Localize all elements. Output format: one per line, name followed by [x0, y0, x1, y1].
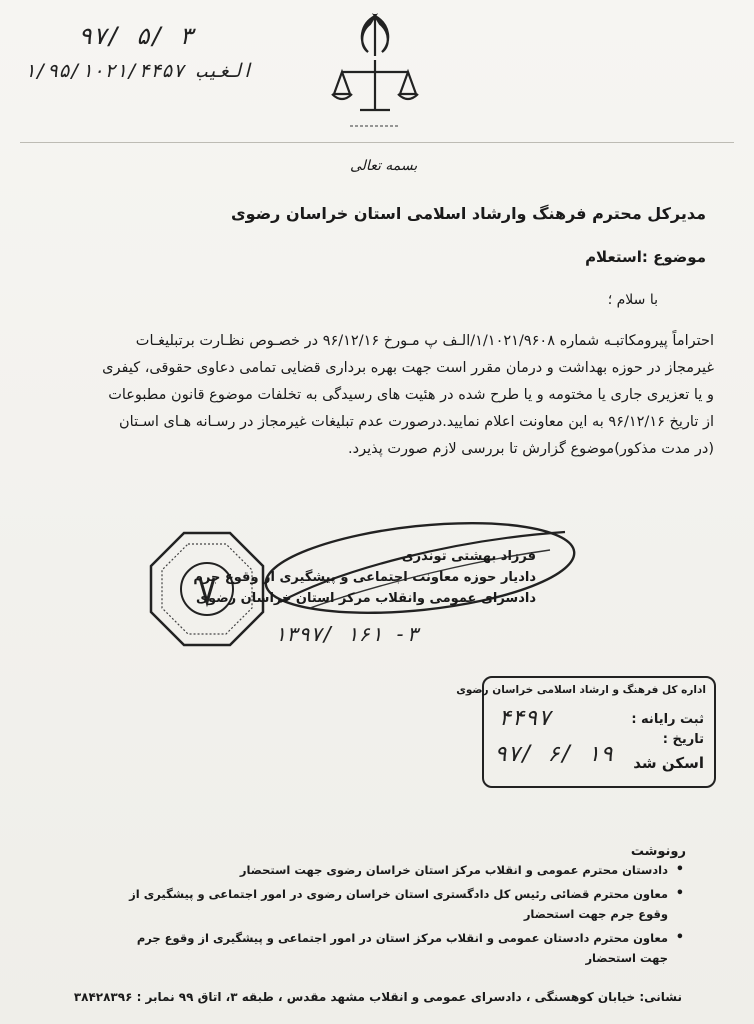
cc-item: • دادستان محترم عمومی و انقلاب مرکز استان خراسان رضوی جهت استحضار [108, 860, 668, 880]
registration-stamp [456, 676, 716, 788]
footer-address: نشانی: خیابان کوهسنگی ، دادسرای عمومی و انقلاب مشهد مقدس ، طبقه ۳، اتاق ۹۹ نمابر : ۳۸۴۲۸۳۹۶ [73, 990, 682, 1004]
signatory-office: دادسرای عمومی وانقلاب مرکز استان خراسان رضوی [196, 591, 536, 606]
body-line: از تاریخ ۹۶/۱۲/۱۶ به این معاونت اعلام نمایید.درصورت عدم تبلیغات غیرمجاز در رسـانه هـای اسـتان [119, 414, 714, 430]
handwritten-date: ۹۷/ ۵/ ۳ [78, 22, 194, 50]
body-line: و یا تعزیری جاری یا مختومه و یا طرح شده در هئیت های رسیدگی به تخلفات موضوع قانون مطبوعات [108, 387, 714, 403]
subject: موضوع :استعلام [585, 248, 706, 266]
signatory-title: دادیار حوزه معاونت اجتماعی و پیشگیری از وقوع جرم [193, 570, 536, 585]
body-line: (در مدت مذکور)موضوع گزارش تا بررسی لازم صورت پذیرد. [348, 441, 714, 457]
handwritten-reference: ۱/۹۵/۱۰۲۱/۴۴۵۷ الغيب [24, 60, 253, 82]
basmala: بسمه تعالی [350, 158, 418, 174]
recipient: مدیرکل محترم فرهنگ وارشاد اسلامی استان خراسان رضوی [231, 204, 706, 223]
cc-item: • معاون محترم قضائی رئیس کل دادگستری استان خراسان رضوی در امور اجتماعی و پیشگیری از وقوع جرم جهت استحضار [108, 884, 668, 924]
cc-title: رونوشت [630, 844, 686, 859]
cc-item: • معاون محترم دادستان عمومی و انقلاب مرکز استان در امور اجتماعی و پیشگیری از وقوع جرم جهت استحضار [108, 928, 668, 968]
cc-list [108, 860, 686, 972]
registration-org: اداره کل فرهنگ و ارشاد اسلامی خراسان رضوی [456, 684, 706, 696]
body-line: غیرمجاز در حوزه بهداشت و درمان مقرر است جهت بهره برداری قضایی تمامی دعاوی حقوقی، کیفری [102, 360, 714, 376]
judiciary-emblem-icon [320, 10, 430, 140]
signatory-name: فرزاد بهشتی توندری [401, 549, 536, 564]
body-line: احتراماً پیرومکاتبـه شماره ۱/۱۰۲۱/۹۶۰۸/الـف پ مـورخ ۹۶/۱۲/۱۶ در خصـوص نظـارت برتبلیغـات [135, 333, 714, 349]
signature-handwritten-date: ۱۳۹۷/ ۱۶۱ -۳ [274, 622, 419, 646]
registration-handwritten-date: ۹۷/ ۶/ ۱۹ [494, 742, 614, 767]
registration-scanned-label: اسکن شد [633, 754, 704, 772]
registration-handwritten-number: ۴۴۹۷ [498, 706, 551, 731]
signature-block [193, 546, 536, 609]
registration-date-label: تاریخ : [662, 732, 704, 747]
registration-number-label: ثبت رایانه : [631, 712, 704, 727]
greeting: با سلام ؛ [607, 292, 658, 308]
header-divider [20, 142, 734, 143]
letter-body [70, 328, 714, 463]
